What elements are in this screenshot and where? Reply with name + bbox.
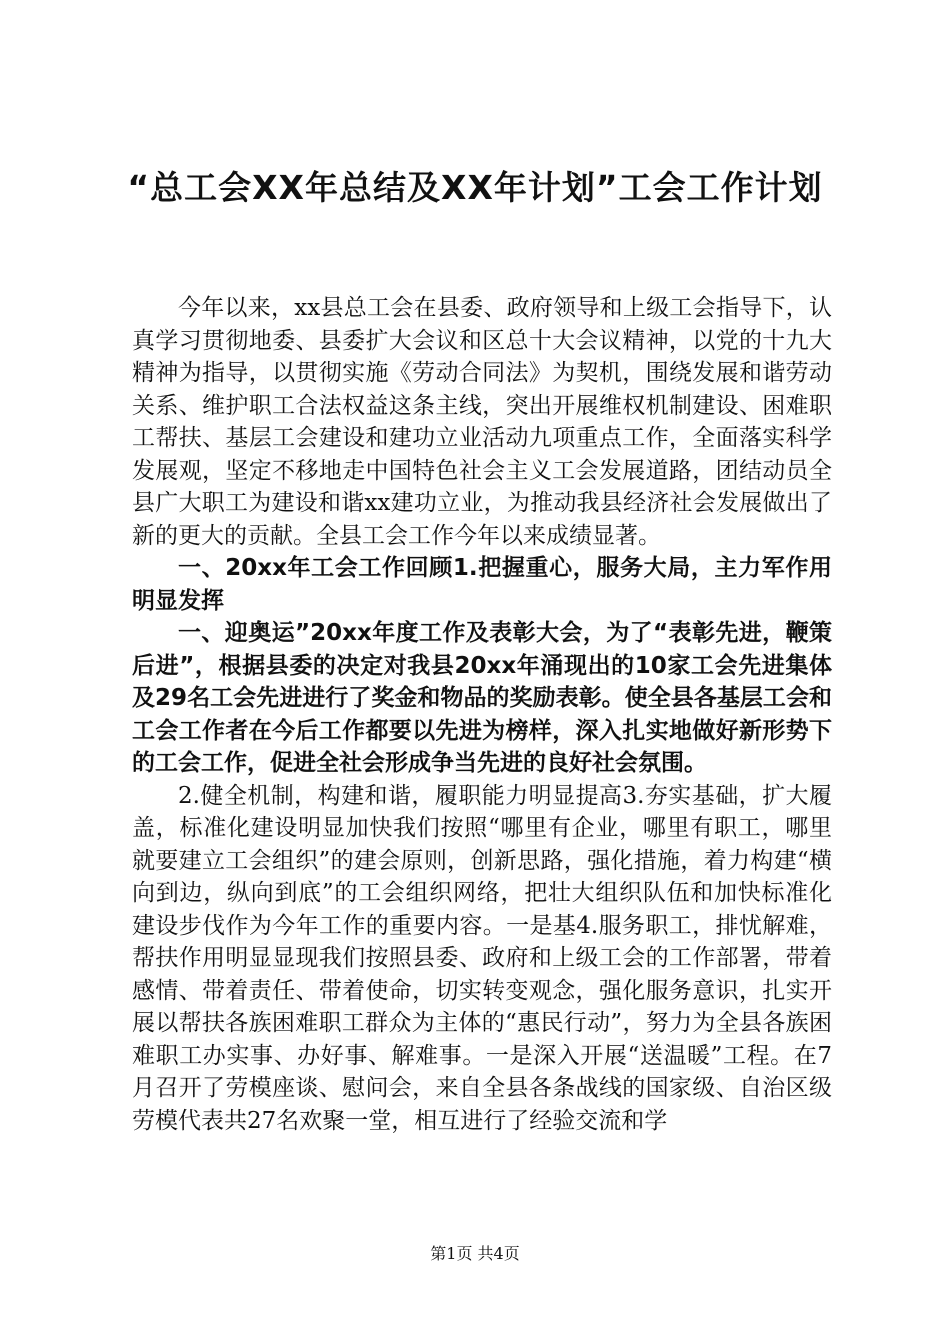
paragraph-intro: 今年以来，xx县总工会在县委、政府领导和上级工会指导下，认真学习贯彻地委、县委扩大会议和区总十大会议精神，以党的十九大精神为指导，以贯彻实施《劳动合同法》为契机，围绕发展和谐劳动关系、维护职工合法权益这条主线，突出开展维权机制建设、困难职工帮扶、基层工会建设和建功立业活动九项重点工作，全面落实科学发展观，坚定不移地走中国特色社会主义工会发展道路，团结动员全县广大职工为建设和谐xx建功立业，为推动我县经济社会发展做出了新的更大的贡献。全县工会工作今年以来成绩显著。 xyxy=(132,295,832,549)
paragraph-mechanisms: 2.健全机制，构建和谐，履职能力明显提高3.夯实基础，扩大履盖，标准化建设明显加快我们按照“哪里有企业，哪里有职工，哪里就要建立工会组织”的建会原则，创新思路，强化措施，着力构建“横向到边，纵向到底”的工会组织网络，把壮大组织队伍和加快标准化建设步伐作为今年工作的重要内容。一是基4.服务职工，排忧解难，帮扶作用明显显现我们按照县委、政府和上级工会的工作部署，带着感情、带着责任、带着使命，切实转变观念，强化服务意识，扎实开展以帮扶各族困难职工群众为主体的“惠民行动”，努力为全县各族困难职工办实事、办好事、解难事。一是深入开展“送温暖”工程。在7月召开了劳模座谈、慰问会，来自全县各条战线的国家级、自治区级劳模代表共27名欢聚一堂，相互进行了经验交流和学 xyxy=(132,782,832,1134)
paragraph-commendation: 一、迎奥运”20xx年度工作及表彰大会，为了“表彰先进，鞭策后进”，根据县委的决定对我县20xx年涌现出的10家工会先进集体及29名工会先进进行了奖金和物品的奖励表彰。使全县各基层工会和工会工作者在今后工作都要以先进为榜样，深入扎实地做好新形势下的工会工作，促进全社会形成争当先进的良好社会氛围。 xyxy=(132,620,832,776)
document-body xyxy=(132,292,832,1137)
page-footer: 第1页 共4页 xyxy=(430,1244,520,1263)
document-title: “总工会XX年总结及XX年计划”工会工作计划 xyxy=(127,168,823,207)
paragraph-section-heading: 一、20xx年工会工作回顾1.把握重心，服务大局，主力军作用明显发挥 xyxy=(132,555,832,614)
